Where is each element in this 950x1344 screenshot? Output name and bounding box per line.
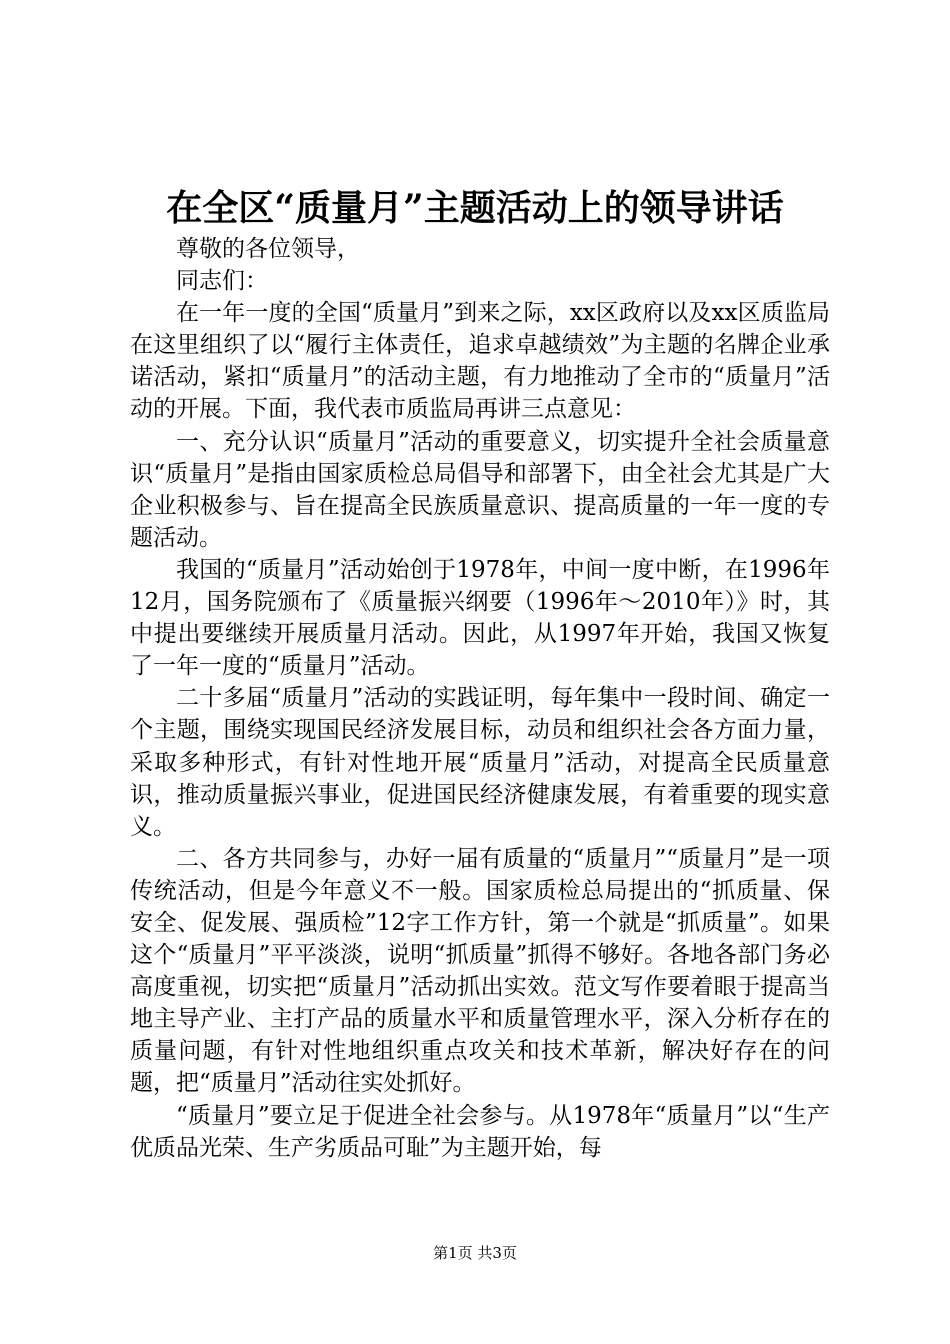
- paragraph-history: 我国的“质量月”活动始创于1978年，中间一度中断，在1996年12月，国务院颁布了《质量振兴纲要（1996年～2010年）》时，其中提出要继续开展质量月活动。因此，从1997年开始，我国又恢复了一年一度的“质量月”活动。: [130, 556, 830, 680]
- paragraph-point-one: 一、充分认识“质量月”活动的重要意义，切实提升全社会质量意识“质量月”是指由国家质检总局倡导和部署下，由全社会尤其是广大企业积极参与、旨在提高全民族质量意识、提高质量的一年一度的专题活动。: [130, 428, 830, 551]
- paragraph-point-two: 二、各方共同参与，办好一届有质量的“质量月”“质量月”是一项传统活动，但是今年意义不一般。国家质检总局提出的“抓质量、保安全、促发展、强质检”12字工作方针，第一个就是“抓质量”。如果这个“质量月”平平淡淡，说明“抓质量”抓得不够好。各地各部门务必高度重视，切实把“质量月”活动抓出实效。范文写作要着眼于提高当地主导产业、主打产品的质量水平和质量管理水平，深入分析存在的质量问题，有针对性地组织重点攻关和技术革新，解决好存在的问题，把“质量月”活动往实处抓好。: [130, 845, 830, 1097]
- paragraph-practice: 二十多届“质量月”活动的实践证明，每年集中一段时间、确定一个主题，围绕实现国民经济发展目标，动员和组织社会各方面力量，采取多种形式，有针对性地开展“质量月”活动，对提高全民质量意识，推动质量振兴事业，促进国民经济健康发展，有着重要的现实意义。: [130, 685, 830, 840]
- salutation-comrades: 同志们：: [176, 268, 268, 295]
- document-title: 在全区“质量月”主题活动上的领导讲话: [166, 187, 784, 229]
- paragraph-participation: “质量月”要立足于促进全社会参与。从1978年“质量月”以“生产优质品光荣、生产劣质品可耻”为主题开始，每: [130, 1102, 830, 1161]
- document-body: [130, 233, 830, 1164]
- salutation-leaders: 尊敬的各位领导，: [176, 236, 360, 262]
- paragraph-intro: 在一年一度的全国“质量月”到来之际，xx区政府以及xx区质监局在这里组织了以“履行主体责任，追求卓越绩效”为主题的名牌企业承诺活动，紧扣“质量月”的活动主题，有力地推动了全市的“质量月”活动的开展。下面，我代表市质监局再讲三点意见：: [130, 300, 830, 423]
- page-footer: 第1页 共3页: [433, 1244, 517, 1262]
